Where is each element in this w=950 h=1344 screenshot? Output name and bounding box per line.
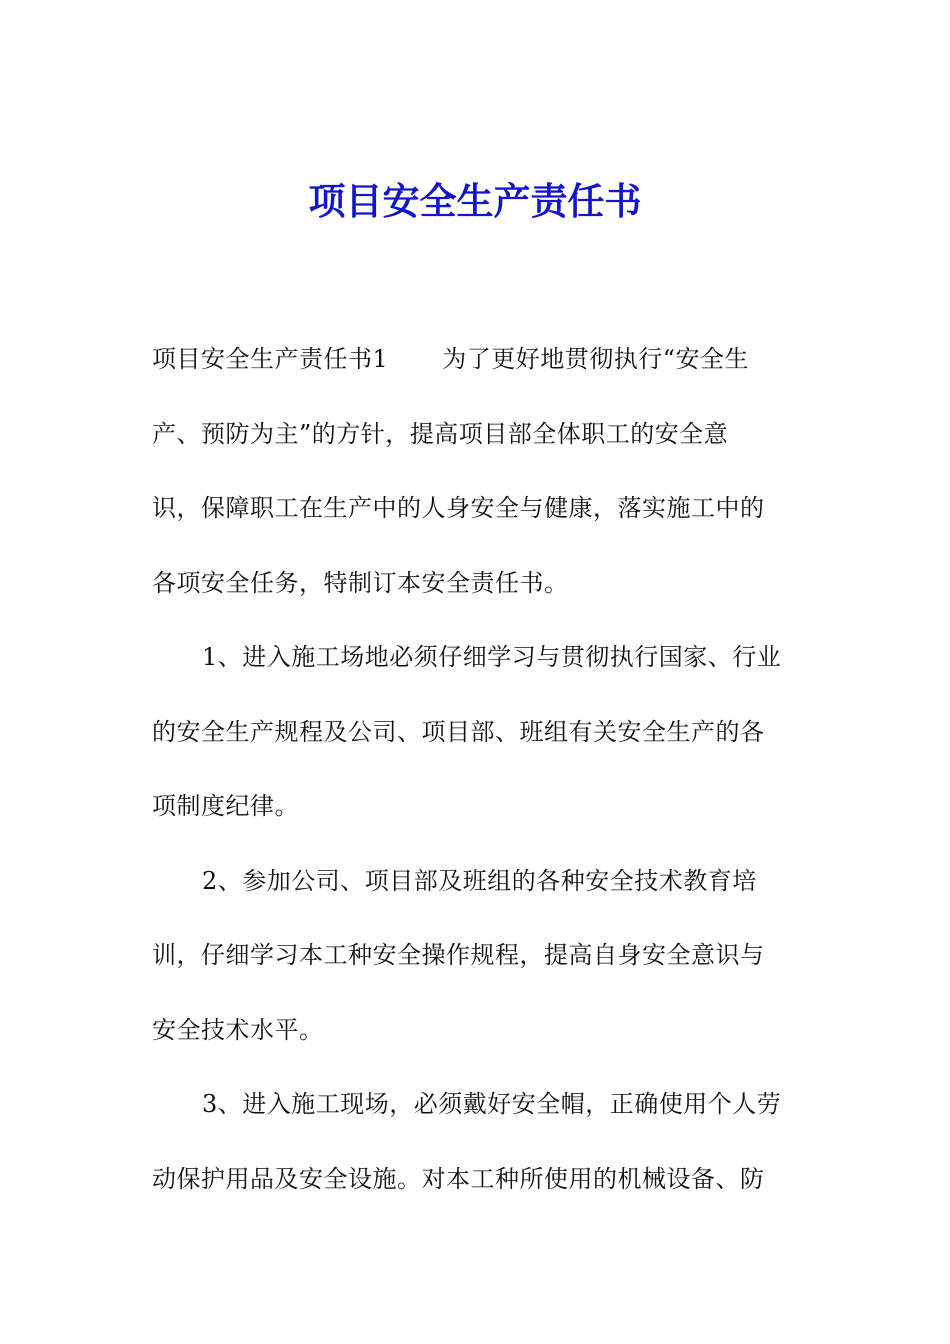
intro-line-4: 各项安全任务，特制订本安全责任书。	[152, 568, 569, 597]
item-3-line-2: 动保护用品及安全设施。对本工种所使用的机械设备、防	[152, 1164, 765, 1193]
document-body	[152, 322, 812, 1216]
intro-heading: 项目安全生产责任书1	[152, 345, 389, 373]
item-3-line-1: 3、进入施工现场，必须戴好安全帽，正确使用个人劳	[202, 1090, 782, 1118]
item-1-line-2: 的安全生产规程及公司、项目部、班组有关安全生产的各	[152, 717, 765, 746]
document-title: 项目安全生产责任书	[308, 180, 642, 223]
item-2-line-2: 训，仔细学习本工种安全操作规程，提高自身安全意识与	[152, 941, 765, 969]
intro-line-3: 识，保障职工在生产中的人身安全与健康，落实施工中的	[152, 494, 765, 522]
item-1-line-3: 项制度纪律。	[152, 792, 299, 820]
item-2-line-1: 2、参加公司、项目部及班组的各种安全技术教育培	[202, 866, 757, 895]
intro-line-1	[152, 322, 812, 397]
intro-line-2: 产、预防为主”的方针，提高项目部全体职工的安全意	[152, 419, 729, 448]
item-2-line-3: 安全技术水平。	[152, 1015, 324, 1044]
item-1-line-1: 1、进入施工场地必须仔细学习与贯彻执行国家、行业	[202, 643, 782, 671]
intro-line-1-text: 为了更好地贯彻执行“安全生	[442, 345, 750, 373]
